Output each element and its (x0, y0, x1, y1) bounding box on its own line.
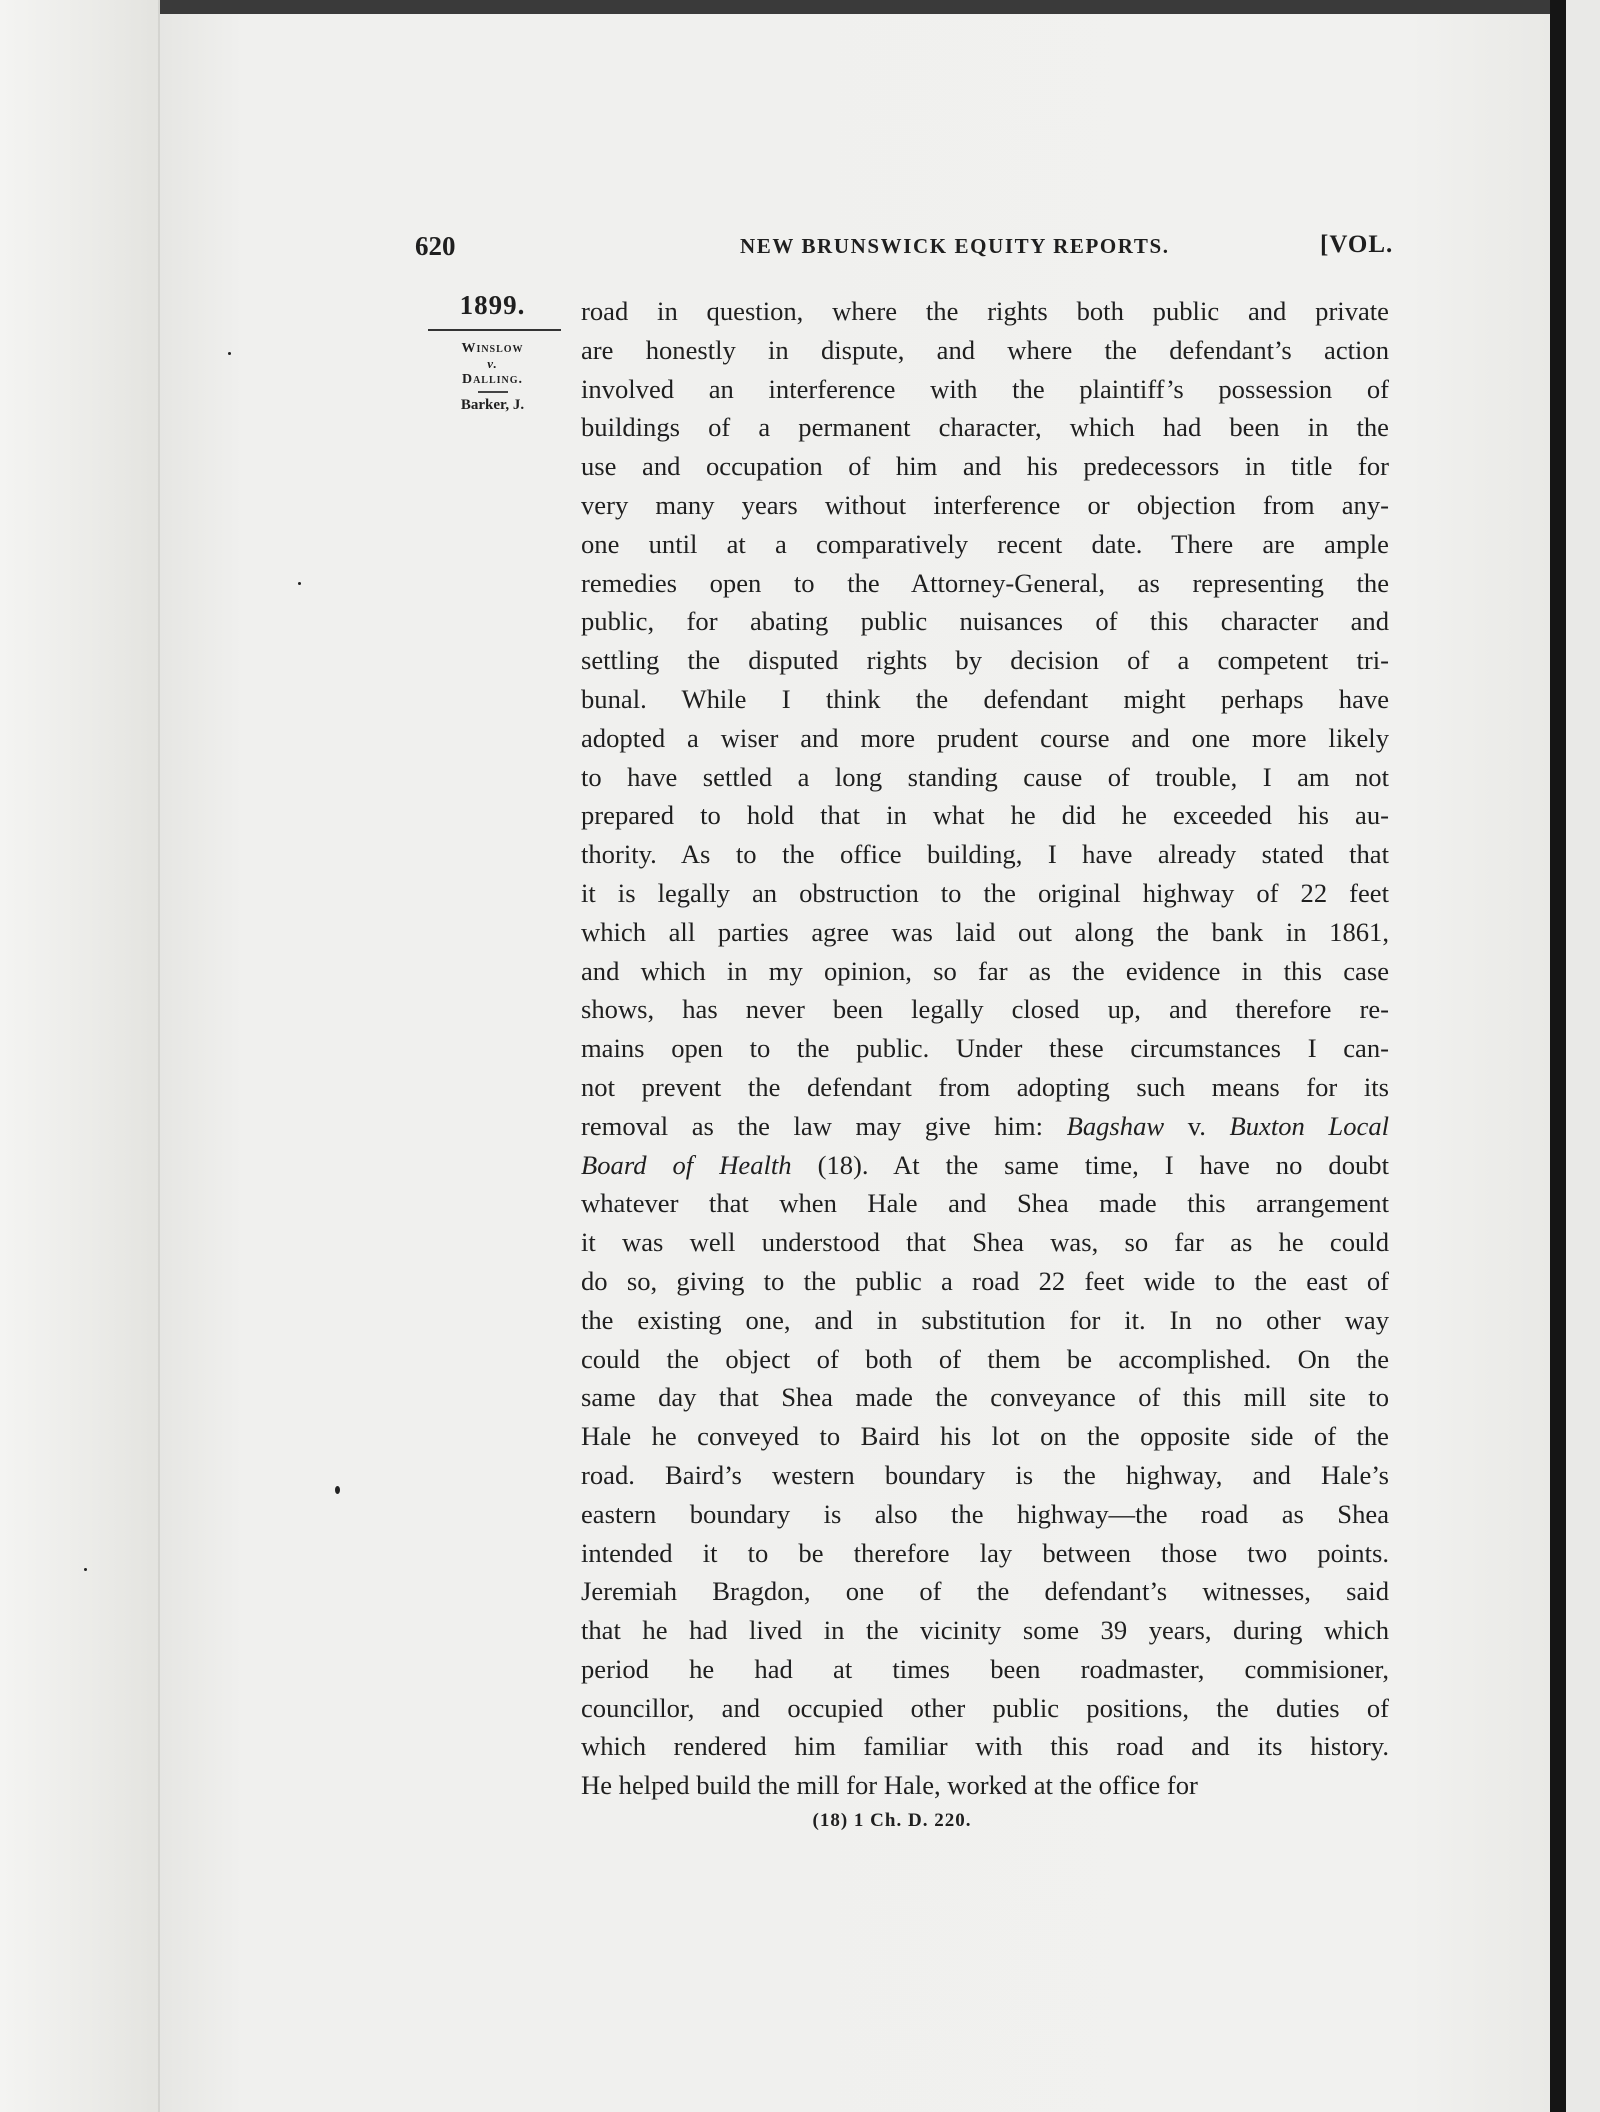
judge-name: Barker, J. (460, 397, 525, 413)
text-line: involved an interference with the plaintiff’s possession of (581, 373, 1389, 404)
page-number: 620 (415, 231, 456, 261)
text-line: are honestly in dispute, and where the defendant’s action (581, 334, 1389, 365)
case-name-plaintiff: Winslow (461, 341, 524, 356)
text-line: eastern boundary is also the highway—the road as Shea (581, 1498, 1389, 1529)
text-line: mains open to the public. Under these circumstances I can- (581, 1033, 1389, 1064)
text-line: which all parties agree was laid out along the bank in 1861, (581, 916, 1389, 947)
text-line: intended it to be therefore lay between those two points. (581, 1537, 1389, 1568)
margin-rule (428, 329, 561, 331)
case-citation-party-b-cont: Board of Health (581, 1149, 792, 1180)
citation-versus: v. (1164, 1110, 1230, 1141)
text-line: do so, giving to the public a road 22 feet wide to the east of (581, 1265, 1389, 1296)
margin-short-rule (478, 391, 508, 393)
text-line: prepared to hold that in what he did he exceeded his au- (581, 800, 1389, 831)
judgment-text (581, 292, 1389, 1805)
text-line: Jeremiah Bragdon, one of the defendant’s witnesses, said (581, 1576, 1389, 1607)
facing-page-margin (0, 0, 160, 2112)
text-line: bunal. While I think the defendant might perhaps have (581, 683, 1389, 714)
text-line: road in question, where the rights both public and private (581, 296, 1389, 326)
text-line: one until at a comparatively recent date. There are ample (581, 528, 1389, 559)
text-line: and which in my opinion, so far as the evidence in this case (581, 955, 1389, 986)
case-citation-party-b: Buxton Local (1229, 1110, 1390, 1141)
scan-speck (335, 1486, 340, 1494)
text-line: same day that Shea made the conveyance of this mill site to (581, 1382, 1389, 1413)
text-line-citation-cont (581, 1146, 1389, 1185)
text-line: public, for abating public nuisances of this character and (581, 606, 1389, 637)
text-line: thority. As to the office building, I have already stated that (581, 839, 1389, 870)
scan-speck (298, 582, 301, 585)
book-edge-shadow (1550, 0, 1566, 2112)
text-line: settling the disputed rights by decision of a competent tri- (581, 645, 1389, 676)
text-line: use and occupation of him and his predecessors in title for (581, 451, 1389, 482)
citation-footnote-ref: (18). At the same time, I have no doubt (791, 1149, 1389, 1180)
footnote-text: (18) 1 Ch. D. 220. (812, 1810, 972, 1831)
running-head-title: NEW BRUNSWICK EQUITY REPORTS. (740, 234, 1170, 258)
text-line: that he had lived in the vicinity some 39 years, during which (581, 1615, 1389, 1646)
text-line: period he had at times been roadmaster, commisioner, (581, 1653, 1389, 1684)
text-line: it was well understood that Shea was, so far as he could (581, 1227, 1389, 1258)
text-line: shows, has never been legally closed up, and therefore re- (581, 994, 1389, 1025)
case-versus: v. (487, 356, 498, 371)
scan-top-edge (0, 0, 1600, 14)
text-line-citation (581, 1107, 1389, 1146)
text-line: the existing one, and in substitution for it. In no other way (581, 1304, 1389, 1335)
text-line: road. Baird’s western boundary is the highway, and Hale’s (581, 1459, 1389, 1490)
text-line: Hale he conveyed to Baird his lot on the opposite side of the (581, 1421, 1389, 1452)
text-line: remedies open to the Attorney-General, as representing the (581, 567, 1389, 598)
text-line: very many years without interference or objection from any- (581, 489, 1389, 520)
text-line: adopted a wiser and more prudent course and one more likely (581, 722, 1389, 753)
scan-right-border (1566, 0, 1600, 2112)
case-name-defendant: Dalling. (461, 372, 524, 387)
text-line: which rendered him familiar with this road and its history. (581, 1731, 1389, 1762)
margin-note (420, 290, 565, 414)
scan-speck (228, 352, 231, 355)
scan-speck (84, 1568, 87, 1571)
text-line: not prevent the defendant from adopting such means for its (581, 1071, 1389, 1102)
running-header (0, 231, 1600, 261)
case-citation-party-a: Bagshaw (1066, 1110, 1165, 1141)
text-line: councillor, and occupied other public positions, the duties of (581, 1692, 1389, 1723)
volume-marker: [VOL. (1320, 231, 1394, 258)
text-line: it is legally an obstruction to the original highway of 22 feet (581, 877, 1389, 908)
text-line: could the object of both of them be accomplished. On the (581, 1343, 1389, 1374)
text-line: buildings of a permanent character, which had been in the (581, 412, 1389, 443)
footnote (0, 1810, 1600, 1832)
margin-year: 1899. (459, 290, 526, 320)
text-line: whatever that when Hale and Shea made this arrangement (581, 1188, 1389, 1219)
citation-intro: removal as the law may give him: (581, 1110, 1067, 1141)
text-line: He helped build the mill for Hale, worked at the office for (581, 1770, 1198, 1801)
text-line: to have settled a long standing cause of trouble, I am not (581, 761, 1389, 792)
